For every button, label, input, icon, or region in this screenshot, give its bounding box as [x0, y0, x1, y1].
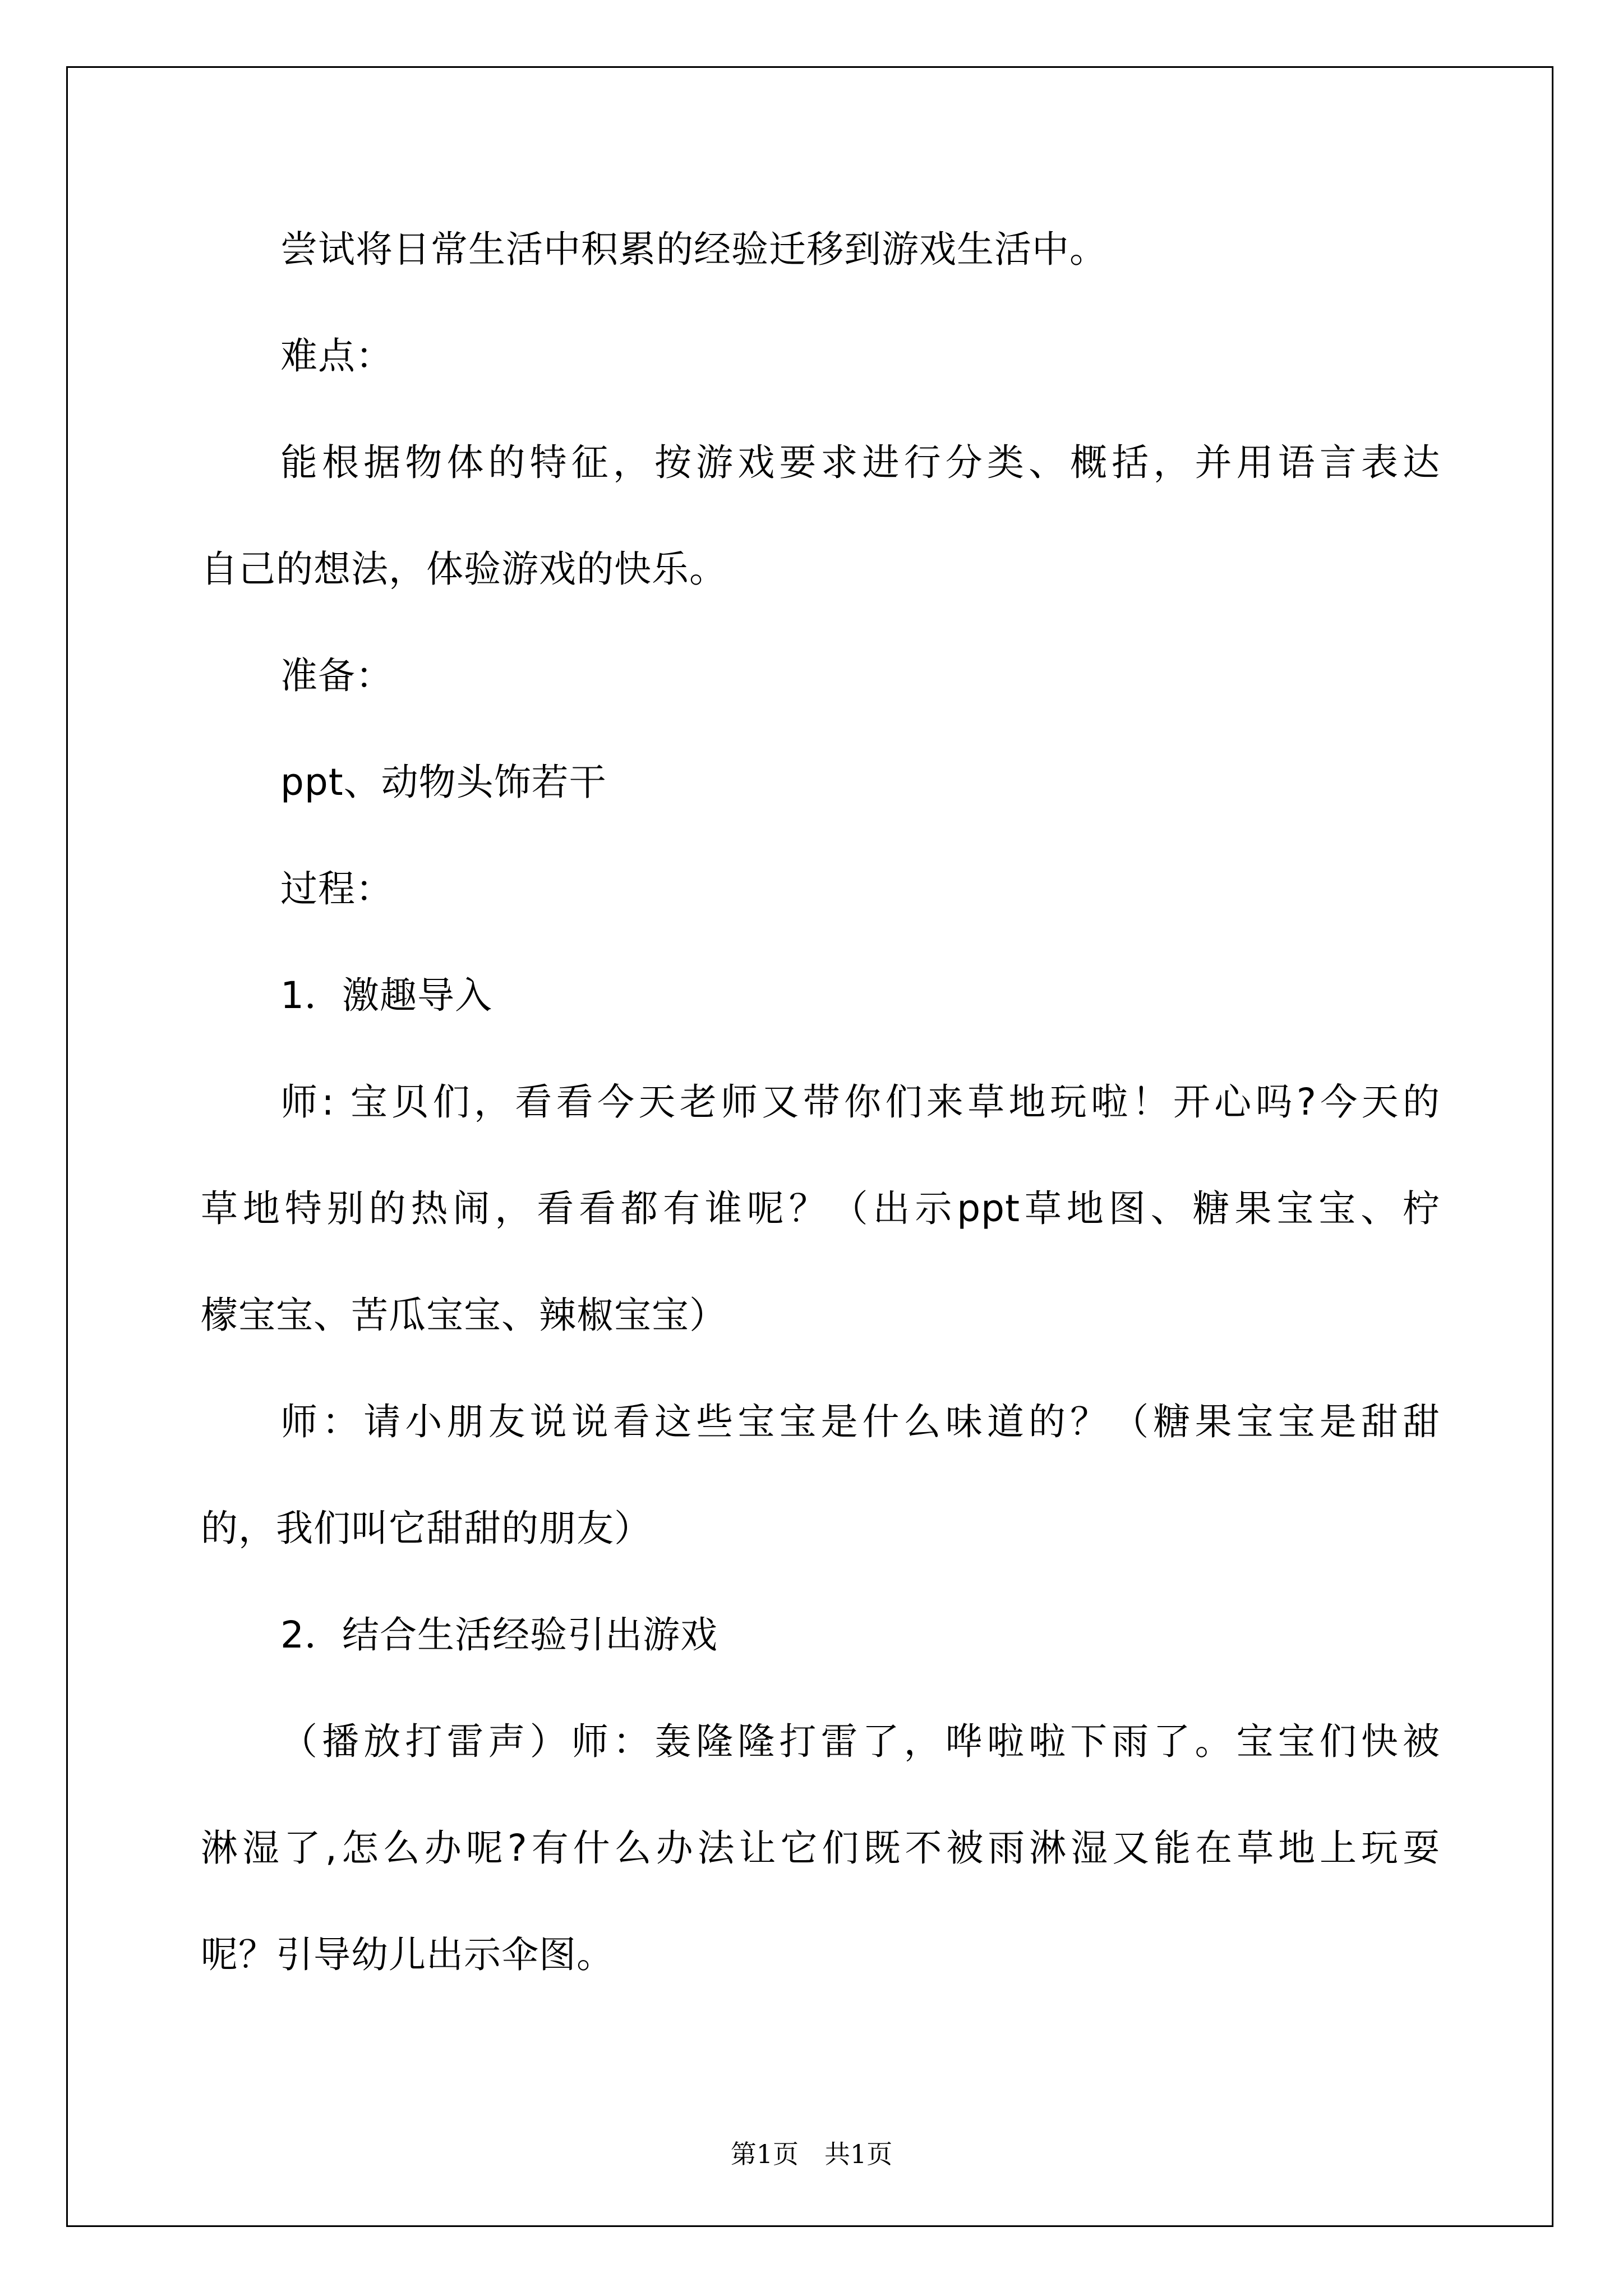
paragraph-line-3: 能根据物体的特征，按游戏要求进行分类、概括，并用语言表达: [280, 441, 1440, 484]
paragraph-line-6: ppt、动物头饰若干: [280, 761, 607, 804]
paragraph-line-10: 草地特别的热闹，看看都有谁呢？（出示ppt草地图、糖果宝宝、柠: [201, 1187, 1440, 1230]
paragraph-line-13: 的，我们叫它甜甜的朋友）: [201, 1507, 652, 1550]
paragraph-line-4: 自己的想法，体验游戏的快乐。: [201, 547, 727, 591]
paragraph-line-11: 檬宝宝、苦瓜宝宝、辣椒宝宝）: [201, 1294, 727, 1337]
heading-difficulty: 难点：: [280, 334, 393, 378]
section-heading-2: 2．结合生活经验引出游戏: [280, 1613, 718, 1657]
heading-process: 过程：: [280, 867, 393, 910]
paragraph-line-1: 尝试将日常生活中积累的经验迁移到游戏生活中。: [280, 228, 1107, 271]
page-footer: 第1页 共1页: [730, 2139, 893, 2169]
paragraph-line-15: （播放打雷声）师：轰隆隆打雷了，哗啦啦下雨了。宝宝们快被: [280, 1720, 1440, 1763]
paragraph-line-17: 呢？引导幼儿出示伞图。: [201, 1933, 614, 1976]
page-border: [66, 66, 1553, 2227]
paragraph-line-9: 师: 宝贝们，看看今天老师又带你们来草地玩啦！开心吗?今天的: [280, 1080, 1440, 1124]
heading-preparation: 准备：: [280, 654, 393, 697]
section-heading-1: 1．激趣导入: [280, 974, 492, 1017]
paragraph-line-16: 淋湿了,怎么办呢?有什么办法让它们既不被雨淋湿又能在草地上玩耍: [201, 1826, 1440, 1870]
paragraph-line-12: 师：请小朋友说说看这些宝宝是什么味道的？（糖果宝宝是甜甜: [280, 1400, 1440, 1443]
